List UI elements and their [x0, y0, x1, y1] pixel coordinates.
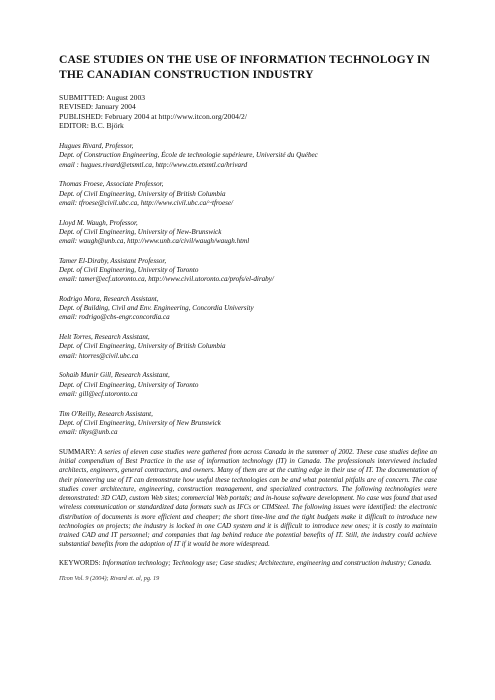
paper-page: [59, 52, 437, 583]
submitted-line: SUBMITTED: August 2003: [59, 93, 146, 102]
page-footer: ITcon Vol. 9 (2004); Rivard et. al, pg. 19: [59, 574, 160, 582]
author-affiliation: Dept. of Civil Engineering, University of Toronto: [59, 266, 199, 274]
author-email: email: gill@ecf.utoronto.ca: [59, 389, 138, 398]
keywords-text: Information technology; Technology use; Case studies; Architecture, engineering and construction industry; Canada.: [102, 558, 432, 567]
author-email: email: waugh@unb.ca, http://www.unb.ca/civil/waugh/waugh.html: [59, 237, 250, 245]
author-block: [59, 410, 437, 438]
author-name: Tim O'Reilly, Research Assistant,: [59, 409, 153, 418]
keywords-paragraph: [59, 559, 437, 568]
author-affiliation: Dept. of Construction Engineering, École de technologie supérieure, Université du Québec: [59, 151, 318, 160]
keywords-label: KEYWORDS:: [59, 558, 101, 567]
author-name: Thomas Froese, Associate Professor,: [59, 180, 164, 189]
author-block: [59, 333, 437, 361]
published-line: PUBLISHED: February 2004 at http://www.itcon.org/2004/2/: [59, 111, 247, 121]
author-email: email : hugues.rivard@etsmtl.ca, http://www.ctn.etsmtl.ca/hrivard: [59, 160, 248, 169]
author-affiliation: Dept. of Civil Engineering, University of British Columbia: [59, 342, 226, 351]
author-name: Rodrigo Mora, Research Assistant,: [59, 295, 159, 303]
author-block: [59, 257, 437, 285]
author-name: Lloyd M. Waugh, Professor,: [59, 218, 138, 227]
author-block: [59, 295, 437, 323]
author-name: Sohaib Munir Gill, Research Assistant,: [59, 371, 170, 380]
editor-line: EDITOR: B.C. Björk: [59, 120, 124, 130]
author-list: [59, 142, 437, 437]
author-email: email: rodrigo@cbs-engr.concordia.ca: [59, 313, 170, 322]
summary-paragraph: [59, 448, 437, 550]
author-affiliation: Dept. of Civil Engineering, University of British Columbia: [59, 189, 226, 198]
author-email: email: tamer@ecf.utoronto.ca, http://www.civil.utoronto.ca/profs/el-diraby/: [59, 275, 274, 284]
author-email: email: tfroese@civil.ubc.ca, http://www.civil.ubc.ca/~tfroese/: [59, 198, 234, 207]
author-name: Tamer El-Diraby, Assistant Professor,: [59, 256, 167, 265]
summary-text: A series of eleven case studies were gathered from across Canada in the summer of 2002. These case studies define an initial compendium of Best Practice in the use of information technology (IT) in Canada. The professionals interviewed included architects, engineers, general contractors, and owners. Many of them are at the cutting edge in their use of IT. The documentation of their pioneering use of IT can demonstrate how useful these technologies can be and what potential pitfalls are of concern. The case studies cover architecture, engineering, construction management, and specialized contractors. The following technologies were demonstrated: 3D CAD, custom Web sites; commercial Web portals; and in-house software development. No case was found that used wireless communication or standardized data formats such as IFCs or CIMSteel. The following issues were identified: the electronic distribution of documents is more efficient and cheaper; the short time-line and the tight budgets make it difficult to introduce new technologies on projects; the industry is locked in one CAD system and it is difficult to introduce new ones; it is costly to maintain trained CAD and IT personnel; and companies that lag behind reduce the potential benefits of IT. Still, the industry could achieve substantial benefits from the adoption of IT if it would be more widespread.: [59, 447, 437, 549]
author-affiliation: Dept. of Civil Engineering, University of New-Brunswick: [59, 227, 222, 236]
author-affiliation: Dept. of Civil Engineering, University of New Brunswick: [59, 418, 221, 427]
summary-label: SUMMARY:: [59, 447, 97, 456]
publication-meta: [59, 93, 437, 130]
author-affiliation: Dept. of Civil Engineering, University of Toronto: [59, 380, 199, 389]
author-email: email: htorres@civil.ubc.ca: [59, 351, 139, 360]
author-email: email: tlkys@unb.ca: [59, 428, 118, 437]
paper-title: CASE STUDIES ON THE USE OF INFORMATION TECHNOLOGY IN THE CANADIAN CONSTRUCTION INDUSTRY: [59, 53, 430, 81]
author-block: [59, 142, 437, 170]
author-block: [59, 371, 437, 399]
author-block: [59, 219, 437, 247]
author-name: Hugues Rivard, Professor,: [59, 142, 134, 151]
revised-line: REVISED: January 2004: [59, 102, 136, 112]
author-block: [59, 180, 437, 208]
author-affiliation: Dept. of Building, Civil and Env. Engineering, Concordia University: [59, 304, 254, 313]
author-name: Helt Torres, Research Assistant,: [59, 333, 150, 342]
